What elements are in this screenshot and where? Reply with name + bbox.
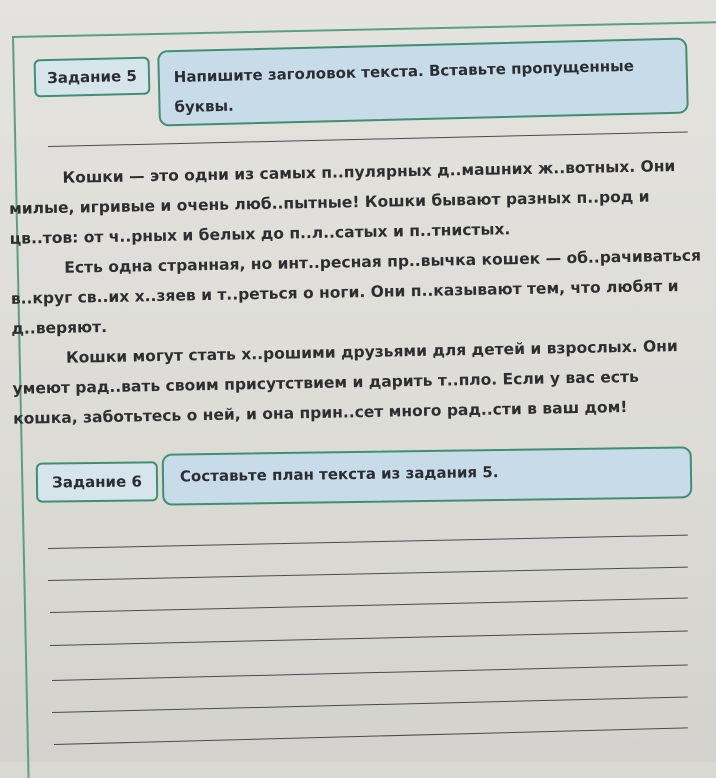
text-line-6: д..веряют. [11, 317, 108, 338]
task5-instruction-line1: Напишите заголовок текста. Вставьте пропущенные [173, 56, 635, 87]
task6-instruction-box [162, 446, 693, 505]
task5-label [34, 57, 151, 98]
task5-instruction-box [157, 38, 689, 127]
text-line-1: Кошки — это одни из самых п..пулярных д..машних ж..вотных. Они [62, 157, 676, 187]
task5-instruction-line2: буквы. [174, 96, 234, 117]
text-line-3: цв..тов: от ч..рных и белых до п..л..сатых и п..тнистых. [9, 220, 511, 248]
text-line-2: милые, игривые и очень люб..пытные! Кошки бывают разных п..род и [8, 187, 650, 218]
text-line-7: Кошки могут стать х..рошими друзьями для детей и взрослых. Они [65, 337, 678, 367]
text-line-8: умеют рад..вать своим присутствием и дарить т..пло. Если у вас есть [12, 367, 639, 398]
task6-instruction-text: Составьте план текста из задания 5. [179, 463, 499, 486]
task6-label [36, 461, 158, 502]
text-line-9: кошка, заботьтесь о ней, и она прин..сет много рад..сти в ваш дом! [12, 398, 628, 428]
text-line-4: Есть одна странная, но инт..ресная пр..вычка кошек — об..рачиваться [64, 246, 702, 277]
task6-label-text: Задание 6 [52, 472, 142, 492]
task5-label-text: Задание 5 [46, 66, 138, 88]
text-line-5: в..круг св..их х..зяев и т..реться о ноги. Они п..казывают тем, что любят и [10, 277, 679, 308]
